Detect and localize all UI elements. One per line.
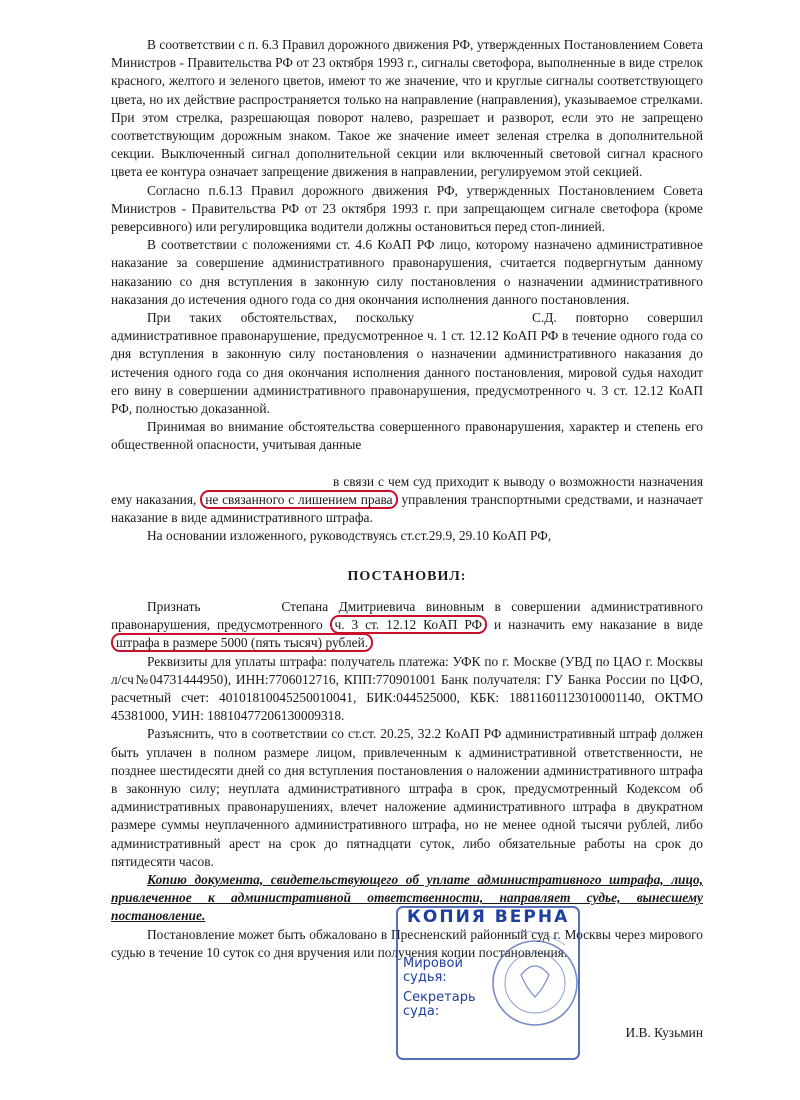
stamp-title: КОПИЯ ВЕРНА: [407, 907, 570, 927]
text-fragment: и назначить ему наказание в виде: [494, 617, 703, 633]
paragraph-explanation: Разъяснить, что в соответствии со ст.ст. 20.25, 32.2 КоАП РФ административный штраф должен быть уплачен в полном размере лицом, привлеченным к административной ответственности, не позднее шестидесяти дней со дня вступления постановления о наложении административного штрафа в законную силу; неуплата административного штрафа в срок, предусмотренный Кодексом об административных правонарушениях, влечет наложение административного штрафа в двукратном размере суммы неуплаченного административного штрафа, но не менее одной тысячи рублей, либо административный арест на срок до пятнадцати суток, либо обязательные работы на срок до пятидесяти часов.: [111, 726, 703, 869]
circled-annotation-fine-amount: штрафа в размере 5000 (пять тысяч) рублей.: [111, 633, 373, 652]
stamp-line: Мировой: [403, 956, 463, 971]
stamp-line: судья:: [403, 970, 447, 985]
circled-annotation-article: ч. 3 ст. 12.12 КоАП РФ: [330, 615, 488, 634]
redacted-name: [433, 309, 513, 327]
paragraph-payment-details: Реквизиты для уплаты штрафа: получатель платежа: УФК по г. Москве (УВД по ЦАО г. Москвы л/сч№04731444950), ИНН:7706012716, КПП:770901001 Банк получателя: ГУ Банка России по ЦФО, расчетный счет: 40101810045250010041, БИК:044525000, КБК: 18811601123010001140, ОКТМО 45381000, УИН: 18810477206130009318.: [111, 653, 703, 724]
paragraph-verdict: [111, 598, 703, 653]
text-fragment: При таких обстоятельствах, поскольку: [147, 310, 415, 326]
redacted-data: [111, 473, 329, 491]
text-fragment: Признать: [147, 598, 201, 614]
redacted-data: [111, 455, 361, 473]
text-fragment: Принимая во внимание обстоятельства совершенного правонарушения, характер и степень его общественной опасности, учитывая данные: [111, 419, 703, 453]
resolution-heading: ПОСТАНОВИЛ:: [347, 568, 467, 584]
paragraph-koap-4-6: В соответствии с положениями ст. 4.6 КоАП РФ лицо, которому назначено административное наказание за совершение административного правонарушения, считается подвергнутым данному наказанию со дня вступления в законную силу постановления о назначении административного наказания до истечения одного года со дня окончания исполнения данного постановления.: [111, 237, 703, 307]
paragraph-based-on: На основании изложенного, руководствуясь ст.ст.29.9, 29.10 КоАП РФ,: [147, 528, 552, 544]
text-fragment: управления транспортными средствами, и назначает наказание в виде административного штрафа.: [111, 492, 703, 526]
paragraph-traffic-rules-6-13: Согласно п.6.13 Правил дорожного движения РФ, утвержденных Постановлением Совета Министров - Правительства РФ от 23 октября 1993 г. при запрещающем сигнале светофора (кроме реверсивного) или регулировщика водители должны остановиться перед стоп-линией.: [111, 182, 703, 235]
stamp-line: Секретарь: [403, 990, 476, 1005]
paragraph-considering: [111, 418, 703, 527]
text-fragment: С.Д. повторно совершил административное правонарушение, предусмотренное ч. 1 ст. 12.12 КоАП РФ в течение одного года со дня вступления в законную силу постановления о назначении административного наказания до истечения одного года со дня окончания исполнения данного постановления, мировой судья находит его вину в совершении административного правонарушения, предусмотренного ч. 3 ст. 12.12 КоАП РФ, полностью доказанной.: [111, 310, 703, 417]
signature-name: И.В. Кузьмин: [625, 1024, 703, 1040]
redacted-surname: [211, 598, 271, 616]
stamp-line: суда:: [403, 1004, 440, 1019]
stamp-border-icon: [395, 905, 581, 1065]
text-fragment: Степана Дмитриевича виновным в совершении административного правонарушения, предусмотренного: [111, 598, 703, 633]
redacted-block: [92, 1020, 242, 1068]
circled-annotation-no-license-deprivation: не связанного с лишением права: [200, 490, 397, 509]
document-body: [111, 36, 703, 1044]
certified-copy-stamp: [395, 905, 581, 1065]
text-fragment: в связи с чем суд приходит к выводу о возможности назначения ему наказания,: [111, 473, 703, 508]
paragraph-appeal: Постановление может быть обжаловано в Пресненский районный суд г. Москвы через мирового судью в течение 10 суток со дня вручения или получения копии постановления.: [111, 926, 703, 960]
paragraph-traffic-rules-6-3: В соответствии с п. 6.3 Правил дорожного движения РФ, утвержденных Постановлением Совета Министров - Правительства РФ от 23 октября 1993 г., сигналы светофора, выполненные в виде стрелок красного, желтого и зеленого цветов, имеют то же значение, что и круглые сигналы соответствующего цвета, но их действие распространяется только на направление (направления), указываемое стрелками. При этом стрелка, разрешающая поворот налево, разрешает и разворот, если это не запрещено соответствующим дорожным знаком. Такое же значение имеет зеленая стрелка в дополнительной секции. Выключенный сигнал дополнительной секции или включенный световой сигнал красного цвета ее контура означает запрещение движения в направлении, регулируемом этой секцией.: [111, 37, 703, 180]
paragraph-circumstances: [111, 309, 703, 418]
text-fragment: Копию документа, свидетельствующего об уплате административного штрафа, лицо, привлеченное к административной ответственности, направляет судье, вынесшему постановление.: [111, 871, 703, 924]
